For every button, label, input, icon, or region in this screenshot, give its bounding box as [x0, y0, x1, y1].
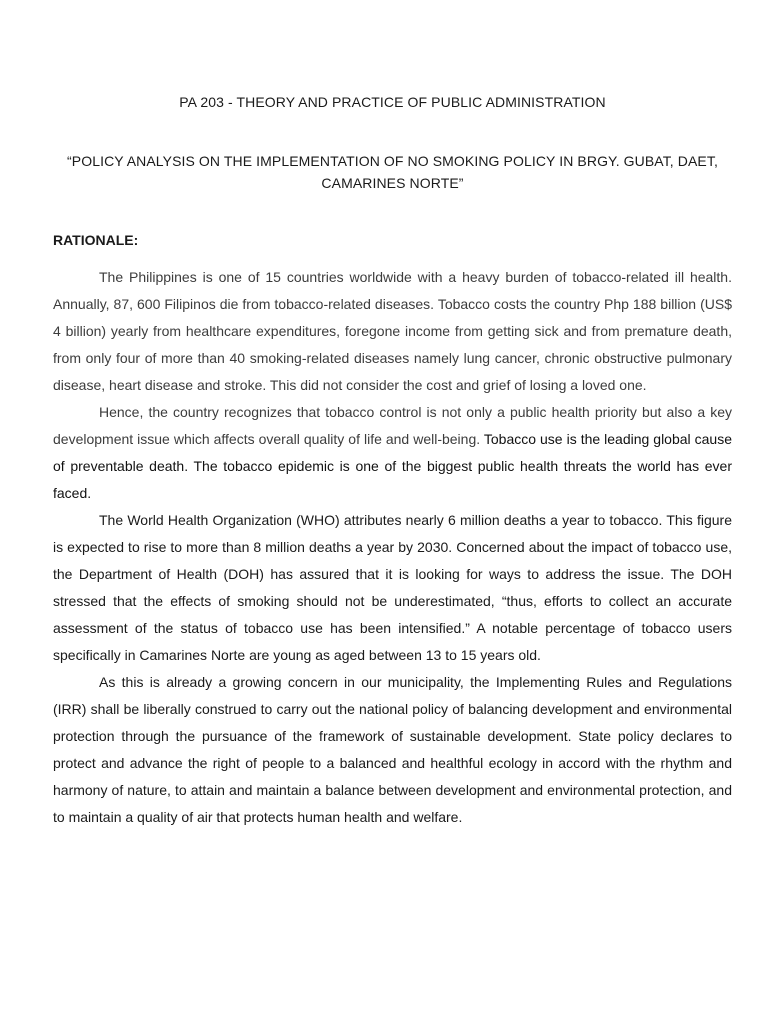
section-heading-rationale: RATIONALE:: [53, 232, 139, 248]
document-body: [53, 264, 732, 831]
paragraph-2: [53, 399, 732, 507]
paragraph-2-part-1: Hence, the country recognizes that tobacco control is not only a public health priority but also a key development issue which affects overall quality of life and well-being.: [53, 404, 732, 447]
course-title: PA 203 - THEORY AND PRACTICE OF PUBLIC ADMINISTRATION: [179, 94, 606, 110]
paragraph-1: The Philippines is one of 15 countries worldwide with a heavy burden of tobacco-related ill health. Annually, 87, 600 Filipinos die from tobacco-related diseases. Tobacco costs the country Php 188 billion (US$ 4 billion) yearly from healthcare expenditures, foregone income from getting sick and from premature death, from only four of more than 40 smoking-related diseases namely lung cancer, chronic obstructive pulmonary disease, heart disease and stroke. This did not consider the cost and grief of losing a loved one.: [53, 269, 732, 393]
paragraph-3: The World Health Organization (WHO) attributes nearly 6 million deaths a year to tobacco. This figure is expected to rise to more than 8 million deaths a year by 2030. Concerned about the impact of tobacco use, the Department of Health (DOH) has assured that it is looking for ways to address the issue. The DOH stressed that the effects of smoking should not be underestimated, “thus, efforts to collect an accurate assessment of the status of tobacco use has been intensified.” A notable percentage of tobacco users specifically in Camarines Norte are young as aged between 13 to 15 years old.: [53, 512, 732, 663]
paragraph-2-part-2: Tobacco use is the leading global cause of preventable death. The tobacco epidemic is one of the biggest public health threats the world has ever faced.: [53, 431, 733, 501]
document-title: “POLICY ANALYSIS ON THE IMPLEMENTATION OF NO SMOKING POLICY IN BRGY. GUBAT, DAET, CAMARINES NORTE”: [67, 153, 718, 191]
paragraph-4: As this is already a growing concern in our municipality, the Implementing Rules and Regulations (IRR) shall be liberally construed to carry out the national policy of balancing development and environmental protection through the pursuance of the framework of sustainable development. State policy declares to protect and advance the right of people to a balanced and healthful ecology in accord with the rhythm and harmony of nature, to attain and maintain a balance between development and environmental protection, and to maintain a quality of air that protects human health and welfare.: [53, 674, 732, 825]
